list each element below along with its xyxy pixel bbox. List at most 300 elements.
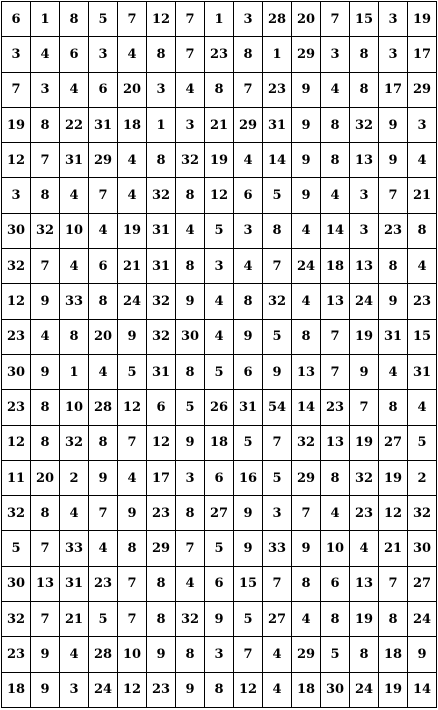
grid-cell: 7 [31,531,60,566]
grid-cell: 29 [89,143,118,178]
grid-cell: 32 [350,107,379,142]
grid-cell: 9 [31,284,60,319]
grid-cell: 4 [60,249,89,284]
grid-cell: 9 [379,284,408,319]
grid-cell: 9 [176,672,205,707]
grid-cell: 9 [234,496,263,531]
grid-cell: 4 [176,72,205,107]
grid-cell: 19 [205,143,234,178]
grid-cell: 9 [31,672,60,707]
grid-cell: 10 [321,531,350,566]
grid-cell: 4 [176,566,205,601]
grid-cell: 27 [205,496,234,531]
grid-cell: 3 [205,637,234,672]
grid-cell: 29 [234,107,263,142]
grid-cell: 2 [60,460,89,495]
grid-cell: 32 [408,496,437,531]
grid-cell: 30 [2,213,31,248]
grid-cell: 8 [31,390,60,425]
grid-cell: 7 [176,2,205,37]
grid-cell: 9 [408,637,437,672]
grid-cell: 30 [176,319,205,354]
grid-row [2,178,437,213]
grid-cell: 9 [31,637,60,672]
grid-cell: 9 [292,143,321,178]
grid-cell: 9 [263,354,292,389]
grid-cell: 1 [31,2,60,37]
grid-row [2,672,437,707]
grid-row [2,319,437,354]
grid-cell: 23 [350,496,379,531]
grid-cell: 27 [379,425,408,460]
grid-cell: 9 [147,637,176,672]
grid-cell: 2 [408,460,437,495]
grid-cell: 6 [2,2,31,37]
grid-row [2,566,437,601]
grid-cell: 23 [408,284,437,319]
grid-cell: 12 [2,284,31,319]
grid-cell: 22 [60,107,89,142]
grid-row [2,460,437,495]
grid-cell: 7 [263,249,292,284]
grid-cell: 9 [31,354,60,389]
grid-cell: 24 [118,284,147,319]
grid-cell: 3 [205,249,234,284]
grid-cell: 8 [379,602,408,637]
grid-cell: 23 [2,319,31,354]
grid-cell: 3 [60,672,89,707]
grid-cell: 5 [234,425,263,460]
grid-cell: 3 [321,37,350,72]
grid-cell: 6 [205,460,234,495]
grid-cell: 9 [176,284,205,319]
grid-cell: 29 [408,72,437,107]
grid-cell: 6 [234,178,263,213]
grid-cell: 7 [321,354,350,389]
grid-cell: 9 [118,319,147,354]
grid-cell: 31 [60,566,89,601]
grid-cell: 1 [147,107,176,142]
grid-cell: 14 [292,390,321,425]
grid-cell: 4 [263,672,292,707]
grid-cell: 4 [350,531,379,566]
grid-cell: 5 [321,637,350,672]
grid-cell: 32 [147,178,176,213]
grid-cell: 9 [205,602,234,637]
grid-cell: 3 [2,178,31,213]
grid-row [2,496,437,531]
grid-cell: 4 [408,143,437,178]
grid-cell: 8 [176,249,205,284]
grid-cell: 32 [292,425,321,460]
grid-cell: 31 [147,213,176,248]
grid-cell: 8 [176,496,205,531]
grid-cell: 7 [31,602,60,637]
grid-cell: 18 [379,637,408,672]
grid-cell: 33 [60,284,89,319]
grid-cell: 14 [263,143,292,178]
grid-cell: 4 [205,319,234,354]
grid-cell: 5 [263,319,292,354]
grid-cell: 12 [379,496,408,531]
grid-cell: 7 [31,249,60,284]
grid-cell: 19 [350,425,379,460]
grid-cell: 1 [263,37,292,72]
grid-cell: 5 [263,178,292,213]
grid-cell: 4 [408,390,437,425]
grid-cell: 8 [321,107,350,142]
grid-cell: 24 [89,672,118,707]
grid-cell: 8 [176,354,205,389]
grid-row [2,602,437,637]
grid-cell: 8 [350,37,379,72]
grid-cell: 9 [379,107,408,142]
grid-cell: 9 [176,425,205,460]
grid-cell: 8 [60,319,89,354]
grid-cell: 24 [350,284,379,319]
grid-cell: 32 [350,460,379,495]
grid-cell: 8 [147,566,176,601]
grid-cell: 9 [234,319,263,354]
grid-cell: 4 [234,249,263,284]
grid-cell: 31 [60,143,89,178]
grid-cell: 18 [321,249,350,284]
grid-cell: 6 [89,249,118,284]
grid-cell: 13 [350,249,379,284]
grid-cell: 8 [176,637,205,672]
grid-cell: 4 [321,496,350,531]
grid-cell: 5 [205,213,234,248]
grid-cell: 8 [234,284,263,319]
grid-cell: 32 [263,284,292,319]
grid-cell: 32 [31,213,60,248]
grid-cell: 5 [263,460,292,495]
grid-cell: 30 [321,672,350,707]
grid-cell: 8 [321,602,350,637]
grid-row [2,425,437,460]
grid-cell: 8 [292,319,321,354]
grid-row [2,249,437,284]
grid-cell: 12 [2,425,31,460]
grid-cell: 4 [321,72,350,107]
grid-cell: 21 [408,178,437,213]
grid-cell: 3 [350,213,379,248]
grid-cell: 4 [263,637,292,672]
grid-cell: 7 [89,496,118,531]
grid-cell: 8 [118,531,147,566]
grid-cell: 7 [118,566,147,601]
grid-cell: 4 [60,496,89,531]
grid-row [2,72,437,107]
grid-cell: 27 [263,602,292,637]
grid-cell: 8 [176,178,205,213]
grid-cell: 4 [60,637,89,672]
grid-cell: 32 [2,602,31,637]
number-grid [1,1,437,708]
grid-cell: 31 [263,107,292,142]
grid-cell: 7 [263,566,292,601]
grid-cell: 4 [292,284,321,319]
grid-cell: 23 [2,390,31,425]
grid-cell: 8 [379,249,408,284]
grid-cell: 20 [31,460,60,495]
grid-cell: 7 [379,178,408,213]
grid-cell: 19 [350,319,379,354]
grid-cell: 17 [408,37,437,72]
grid-cell: 30 [2,566,31,601]
grid-cell: 28 [263,2,292,37]
grid-cell: 6 [205,566,234,601]
grid-cell: 6 [321,566,350,601]
grid-cell: 4 [408,249,437,284]
grid-cell: 5 [89,602,118,637]
grid-cell: 3 [234,213,263,248]
grid-cell: 5 [408,425,437,460]
grid-cell: 8 [205,672,234,707]
grid-cell: 3 [176,107,205,142]
grid-cell: 9 [89,460,118,495]
grid-cell: 8 [408,213,437,248]
grid-cell: 21 [205,107,234,142]
grid-cell: 5 [118,354,147,389]
grid-cell: 3 [379,37,408,72]
grid-cell: 4 [205,284,234,319]
grid-cell: 3 [234,2,263,37]
grid-cell: 9 [292,107,321,142]
grid-cell: 20 [89,319,118,354]
grid-cell: 4 [60,178,89,213]
grid-cell: 8 [350,637,379,672]
grid-cell: 8 [321,143,350,178]
grid-cell: 13 [31,566,60,601]
grid-cell: 7 [263,425,292,460]
grid-cell: 23 [205,37,234,72]
grid-cell: 16 [234,460,263,495]
grid-cell: 6 [234,354,263,389]
grid-cell: 31 [379,319,408,354]
grid-cell: 10 [118,637,147,672]
grid-cell: 8 [89,284,118,319]
grid-cell: 6 [60,37,89,72]
grid-cell: 29 [292,460,321,495]
grid-cell: 9 [292,531,321,566]
grid-cell: 9 [379,143,408,178]
grid-cell: 7 [350,390,379,425]
grid-cell: 15 [408,319,437,354]
grid-cell: 4 [118,178,147,213]
grid-cell: 30 [408,531,437,566]
grid-cell: 4 [292,602,321,637]
grid-cell: 8 [350,72,379,107]
grid-cell: 26 [205,390,234,425]
grid-cell: 9 [292,72,321,107]
grid-cell: 3 [89,37,118,72]
grid-cell: 5 [89,2,118,37]
grid-cell: 8 [263,213,292,248]
grid-cell: 23 [147,672,176,707]
grid-cell: 17 [379,72,408,107]
grid-cell: 7 [118,2,147,37]
grid-cell: 31 [234,390,263,425]
grid-cell: 5 [234,602,263,637]
grid-cell: 7 [234,637,263,672]
grid-cell: 13 [350,143,379,178]
grid-cell: 4 [31,37,60,72]
grid-cell: 4 [118,37,147,72]
grid-cell: 8 [31,107,60,142]
grid-cell: 9 [118,496,147,531]
grid-cell: 19 [118,213,147,248]
grid-cell: 1 [60,354,89,389]
grid-cell: 18 [2,672,31,707]
grid-cell: 7 [118,602,147,637]
grid-cell: 31 [147,249,176,284]
grid-cell: 32 [60,425,89,460]
grid-cell: 12 [2,143,31,178]
grid-cell: 32 [147,284,176,319]
grid-cell: 9 [292,178,321,213]
grid-cell: 23 [147,496,176,531]
grid-cell: 12 [118,390,147,425]
grid-cell: 8 [147,602,176,637]
grid-row [2,107,437,142]
grid-cell: 8 [147,37,176,72]
grid-cell: 28 [89,637,118,672]
grid-cell: 4 [118,143,147,178]
grid-cell: 32 [2,496,31,531]
grid-cell: 18 [292,672,321,707]
grid-cell: 3 [147,72,176,107]
grid-cell: 9 [350,354,379,389]
grid-cell: 23 [263,72,292,107]
grid-cell: 7 [118,425,147,460]
grid-row [2,284,437,319]
grid-row [2,2,437,37]
grid-cell: 7 [176,37,205,72]
grid-cell: 20 [292,2,321,37]
grid-cell: 13 [321,425,350,460]
number-grid-body [2,2,437,708]
grid-cell: 24 [350,672,379,707]
grid-cell: 19 [350,602,379,637]
grid-cell: 14 [321,213,350,248]
grid-cell: 5 [205,531,234,566]
grid-cell: 29 [292,637,321,672]
grid-cell: 7 [321,319,350,354]
grid-cell: 8 [31,178,60,213]
grid-cell: 12 [147,425,176,460]
grid-cell: 31 [89,107,118,142]
grid-cell: 3 [2,37,31,72]
grid-cell: 4 [31,319,60,354]
grid-row [2,213,437,248]
grid-cell: 7 [31,143,60,178]
grid-cell: 7 [321,2,350,37]
grid-row [2,637,437,672]
grid-cell: 19 [379,460,408,495]
grid-cell: 54 [263,390,292,425]
grid-row [2,354,437,389]
grid-cell: 15 [234,566,263,601]
grid-cell: 11 [2,460,31,495]
grid-cell: 8 [234,37,263,72]
grid-cell: 8 [292,566,321,601]
grid-cell: 21 [60,602,89,637]
grid-cell: 24 [408,602,437,637]
grid-cell: 12 [205,178,234,213]
grid-cell: 18 [118,107,147,142]
grid-cell: 17 [147,460,176,495]
grid-cell: 12 [234,672,263,707]
grid-cell: 7 [379,566,408,601]
grid-cell: 8 [89,425,118,460]
grid-row [2,143,437,178]
grid-cell: 4 [292,213,321,248]
grid-cell: 21 [379,531,408,566]
grid-cell: 4 [89,213,118,248]
grid-cell: 28 [89,390,118,425]
grid-cell: 31 [408,354,437,389]
grid-cell: 29 [292,37,321,72]
grid-cell: 3 [379,2,408,37]
grid-cell: 14 [408,672,437,707]
grid-cell: 23 [89,566,118,601]
grid-cell: 3 [408,107,437,142]
grid-cell: 33 [263,531,292,566]
grid-cell: 13 [321,284,350,319]
grid-cell: 4 [89,354,118,389]
grid-cell: 12 [147,2,176,37]
grid-cell: 8 [31,496,60,531]
grid-cell: 9 [234,531,263,566]
grid-cell: 33 [60,531,89,566]
grid-cell: 31 [147,354,176,389]
grid-row [2,531,437,566]
grid-cell: 4 [176,213,205,248]
grid-cell: 19 [2,107,31,142]
grid-cell: 3 [31,72,60,107]
grid-cell: 4 [321,178,350,213]
grid-cell: 7 [292,496,321,531]
grid-cell: 7 [2,72,31,107]
grid-cell: 24 [292,249,321,284]
grid-cell: 6 [147,390,176,425]
grid-cell: 23 [2,637,31,672]
grid-cell: 8 [60,2,89,37]
grid-cell: 3 [176,460,205,495]
grid-cell: 13 [350,566,379,601]
grid-cell: 13 [292,354,321,389]
grid-cell: 30 [2,354,31,389]
grid-cell: 18 [205,425,234,460]
grid-cell: 10 [60,213,89,248]
grid-cell: 19 [379,672,408,707]
grid-cell: 8 [147,143,176,178]
grid-cell: 3 [263,496,292,531]
grid-cell: 23 [379,213,408,248]
grid-row [2,37,437,72]
grid-cell: 23 [321,390,350,425]
grid-cell: 8 [379,390,408,425]
grid-cell: 4 [118,460,147,495]
grid-cell: 7 [89,178,118,213]
grid-cell: 4 [60,72,89,107]
grid-cell: 29 [147,531,176,566]
grid-cell: 32 [147,319,176,354]
grid-cell: 8 [205,72,234,107]
grid-cell: 7 [176,531,205,566]
grid-cell: 32 [2,249,31,284]
